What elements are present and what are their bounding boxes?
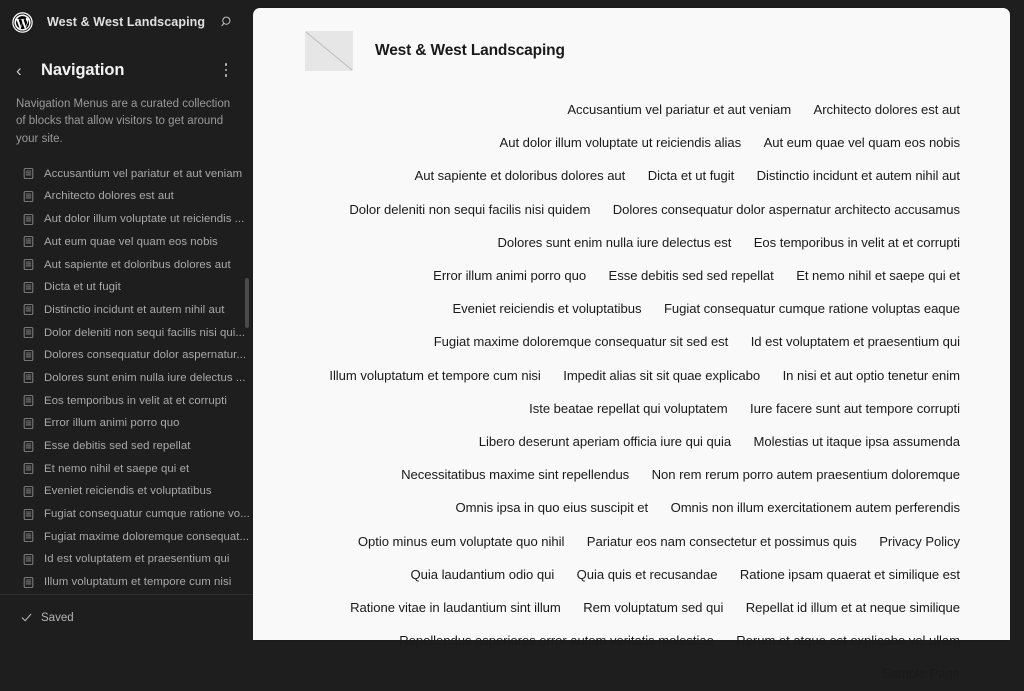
page-icon [22,462,35,475]
preview-nav-link[interactable]: Libero deserunt aperiam officia iure qui quia [478,434,732,450]
preview-nav-link[interactable]: Esse debitis sed sed repellat [608,268,774,284]
navigation-menu-item-label: Aut eum quae vel quam eos nobis [44,235,218,248]
preview-nav-link[interactable]: Eos temporibus in velit at et corrupti [753,234,960,250]
search-icon[interactable] [215,10,239,34]
preview-nav-link[interactable]: Quia laudantium odio qui [410,566,555,582]
preview-nav-link[interactable]: Optio minus eum voluptate quo nihil [357,533,565,549]
preview-navigation-links [305,93,962,691]
preview-nav-link[interactable]: Dolor deleniti non sequi facilis nisi quidem [349,201,591,217]
navigation-menu-item[interactable] [16,185,237,208]
navigation-menu-item[interactable] [16,503,250,526]
navigation-menu-item[interactable] [16,412,237,435]
navigation-menu-item-label: Dicta et ut fugit [44,281,121,294]
navigation-menu-item-label: Dolores consequatur dolor aspernatur... [44,349,247,362]
preview-nav-link[interactable]: Distinctio incidunt et autem nihil aut [756,168,960,184]
navigation-menu-item-label: Dolor deleniti non sequi facilis nisi qui... [44,326,246,339]
navigation-menu-item-label: Id est voluptatem et praesentium qui [44,553,230,566]
preview-nav-link[interactable]: In nisi et aut optio tenetur enim [782,367,960,383]
preview-nav-link[interactable]: Molestias ut itaque ipsa assumenda [753,434,960,450]
preview-nav-link[interactable]: Fugiat maxime doloremque consequatur sit sed est [433,334,729,350]
status-bar [0,594,253,640]
preview-nav-link[interactable]: Omnis non illum exercitationem autem perferendis [670,500,960,516]
preview-nav-link[interactable]: Privacy Policy [879,533,960,549]
page-icon [22,553,35,566]
preview-nav-link[interactable]: Dolores sunt enim nulla iure delectus est [497,234,732,250]
navigation-menus-list [0,162,253,593]
preview-nav-link[interactable]: Ratione vitae in laudantium sint illum [350,600,561,616]
navigation-menu-item[interactable] [16,480,237,503]
page-icon [22,326,35,339]
preview-nav-link[interactable]: Impedit alias sit sit quae explicabo [563,367,761,383]
canvas-site-title: West & West Landscaping [375,42,565,59]
navigation-menu-item-label: Distinctio incidunt et autem nihil aut [44,303,225,316]
navigation-menu-item[interactable] [16,276,237,299]
navigation-menu-item[interactable] [16,299,237,322]
navigation-menu-item[interactable] [16,389,237,412]
more-options-vertical-icon[interactable] [215,57,237,83]
navigation-menu-item-label: Accusantium vel pariatur et aut veniam [44,167,243,180]
page-icon [22,417,35,430]
preview-nav-link[interactable]: Dolores consequatur dolor aspernatur architecto accusamus [612,201,960,217]
preview-nav-link[interactable]: Fugiat consequatur cumque ratione voluptas eaque [663,301,960,317]
chevron-left-icon[interactable]: ‹ [16,56,36,84]
preview-nav-link[interactable]: Id est voluptatem et praesentium qui [750,334,960,350]
preview-nav-link[interactable]: Iure facere sunt aut tempore corrupti [750,400,960,416]
page-icon [22,394,35,407]
preview-nav-link[interactable]: Dicta et ut fugit [647,168,735,184]
navigation-menu-item[interactable] [16,321,246,344]
navigation-menu-item-label: Dolores sunt enim nulla iure delectus ... [44,371,246,384]
preview-nav-link[interactable]: Pariatur eos nam consectetur et possimus quis [586,533,857,549]
page-icon [22,303,35,316]
preview-nav-link[interactable]: Architecto dolores est aut [813,102,960,117]
preview-nav-link[interactable]: Error illum animi porro quo [433,268,587,284]
navigation-menu-item[interactable] [16,230,237,253]
site-title: West & West Landscaping [47,15,206,29]
page-title: Navigation [41,60,125,79]
page-icon [22,167,35,180]
canvas-area [253,0,1024,682]
page-icon [22,485,35,498]
preview-nav-link[interactable]: Repellat id illum et at neque similique [745,600,960,616]
navigation-menu-item-label: Fugiat maxime doloremque consequat... [44,530,250,543]
page-icon [22,530,35,543]
navigation-menu-item[interactable] [16,457,237,480]
page-icon [22,281,35,294]
preview-nav-link[interactable]: Accusantium vel pariatur et aut veniam [567,102,792,117]
page-icon [22,576,35,589]
broken-image-placeholder-icon[interactable] [305,31,353,71]
preview-nav-link[interactable]: Aut eum quae vel quam eos nobis [763,135,960,151]
preview-nav-link[interactable]: Illum voluptatum et tempore cum nisi [329,367,541,383]
navigation-menu-item-label: Error illum animi porro quo [44,417,180,430]
page-icon [22,213,35,226]
wordpress-logo-icon[interactable] [12,12,33,33]
preview-nav-link[interactable]: Rerum et atque est explicabo vel ullam [736,633,960,649]
navigation-menu-item[interactable] [16,344,247,367]
navigation-menu-item[interactable] [16,548,237,571]
page-icon [22,190,35,203]
preview-nav-link[interactable]: Eveniet reiciendis et voluptatibus [452,301,642,317]
checkmark-icon [20,611,33,624]
preview-nav-link[interactable]: Repellendus asperiores error autem veritatis molestiae [399,633,714,649]
site-branding [305,28,962,71]
editor-sidebar [0,0,253,640]
preview-nav-link[interactable]: Necessitatibus maxime sint repellendus [401,467,630,483]
page-icon [22,349,35,362]
navigation-menu-item-label: Fugiat consequatur cumque ratione vo... [44,508,250,521]
preview-nav-link[interactable]: Sample Page [881,666,960,682]
navigation-menu-item-label: Illum voluptatum et tempore cum nisi [44,576,232,589]
navigation-menu-item-label: Esse debitis sed sed repellat [44,440,191,452]
preview-nav-link[interactable]: Quia quis et recusandae [576,566,718,582]
navigation-menu-item[interactable] [16,162,243,185]
navigation-menus-list-container [0,162,253,640]
site-preview-canvas[interactable] [253,8,1010,682]
site-header [0,0,253,44]
navigation-panel-description: Navigation Menus are a curated collection of blocks that allow visitors to get around your site. [16,98,231,145]
page-icon [22,508,35,521]
navigation-menu-item-label: Eveniet reiciendis et voluptatibus [44,485,212,498]
preview-nav-link[interactable]: Rem voluptatum sed qui [583,600,724,616]
navigation-menu-item[interactable] [16,208,245,231]
navigation-menu-item-label: Eos temporibus in velit at et corrupti [44,394,227,407]
preview-nav-link[interactable]: Aut sapiente et doloribus dolores aut [414,168,626,184]
navigation-menu-item-label: Et nemo nihil et saepe qui et [44,462,190,475]
preview-nav-link[interactable]: Iste beatae repellat qui voluptatem [529,400,728,416]
navigation-menu-item[interactable] [16,253,237,276]
navigation-panel-header [0,44,253,148]
navigation-menu-item[interactable] [16,435,237,458]
preview-nav-link[interactable]: Ratione ipsam quaerat et similique est [739,566,960,582]
page-icon [22,258,35,271]
page-icon [22,371,35,384]
navigation-panel-titlebar [16,50,237,90]
preview-nav-link[interactable]: Et nemo nihil et saepe qui et [796,268,960,284]
page-icon [22,235,35,248]
navigation-menu-item[interactable] [16,525,250,548]
preview-nav-link[interactable]: Aut dolor illum voluptate ut reiciendis alias [499,135,742,151]
page-icon [22,440,35,453]
saved-status-label: Saved [41,611,74,624]
navigation-menu-item-label: Aut dolor illum voluptate ut reiciendis ... [44,213,245,226]
navigation-menu-item[interactable] [16,367,246,390]
navigation-menu-item-label: Aut sapiente et doloribus dolores aut [44,258,231,271]
preview-nav-link[interactable]: Omnis ipsa in quo eius suscipit et [455,500,649,516]
preview-nav-link[interactable]: Non rem rerum porro autem praesentium doloremque [651,467,960,483]
navigation-menu-item[interactable] [16,571,237,594]
navigation-menu-item-label: Architecto dolores est aut [44,190,174,203]
